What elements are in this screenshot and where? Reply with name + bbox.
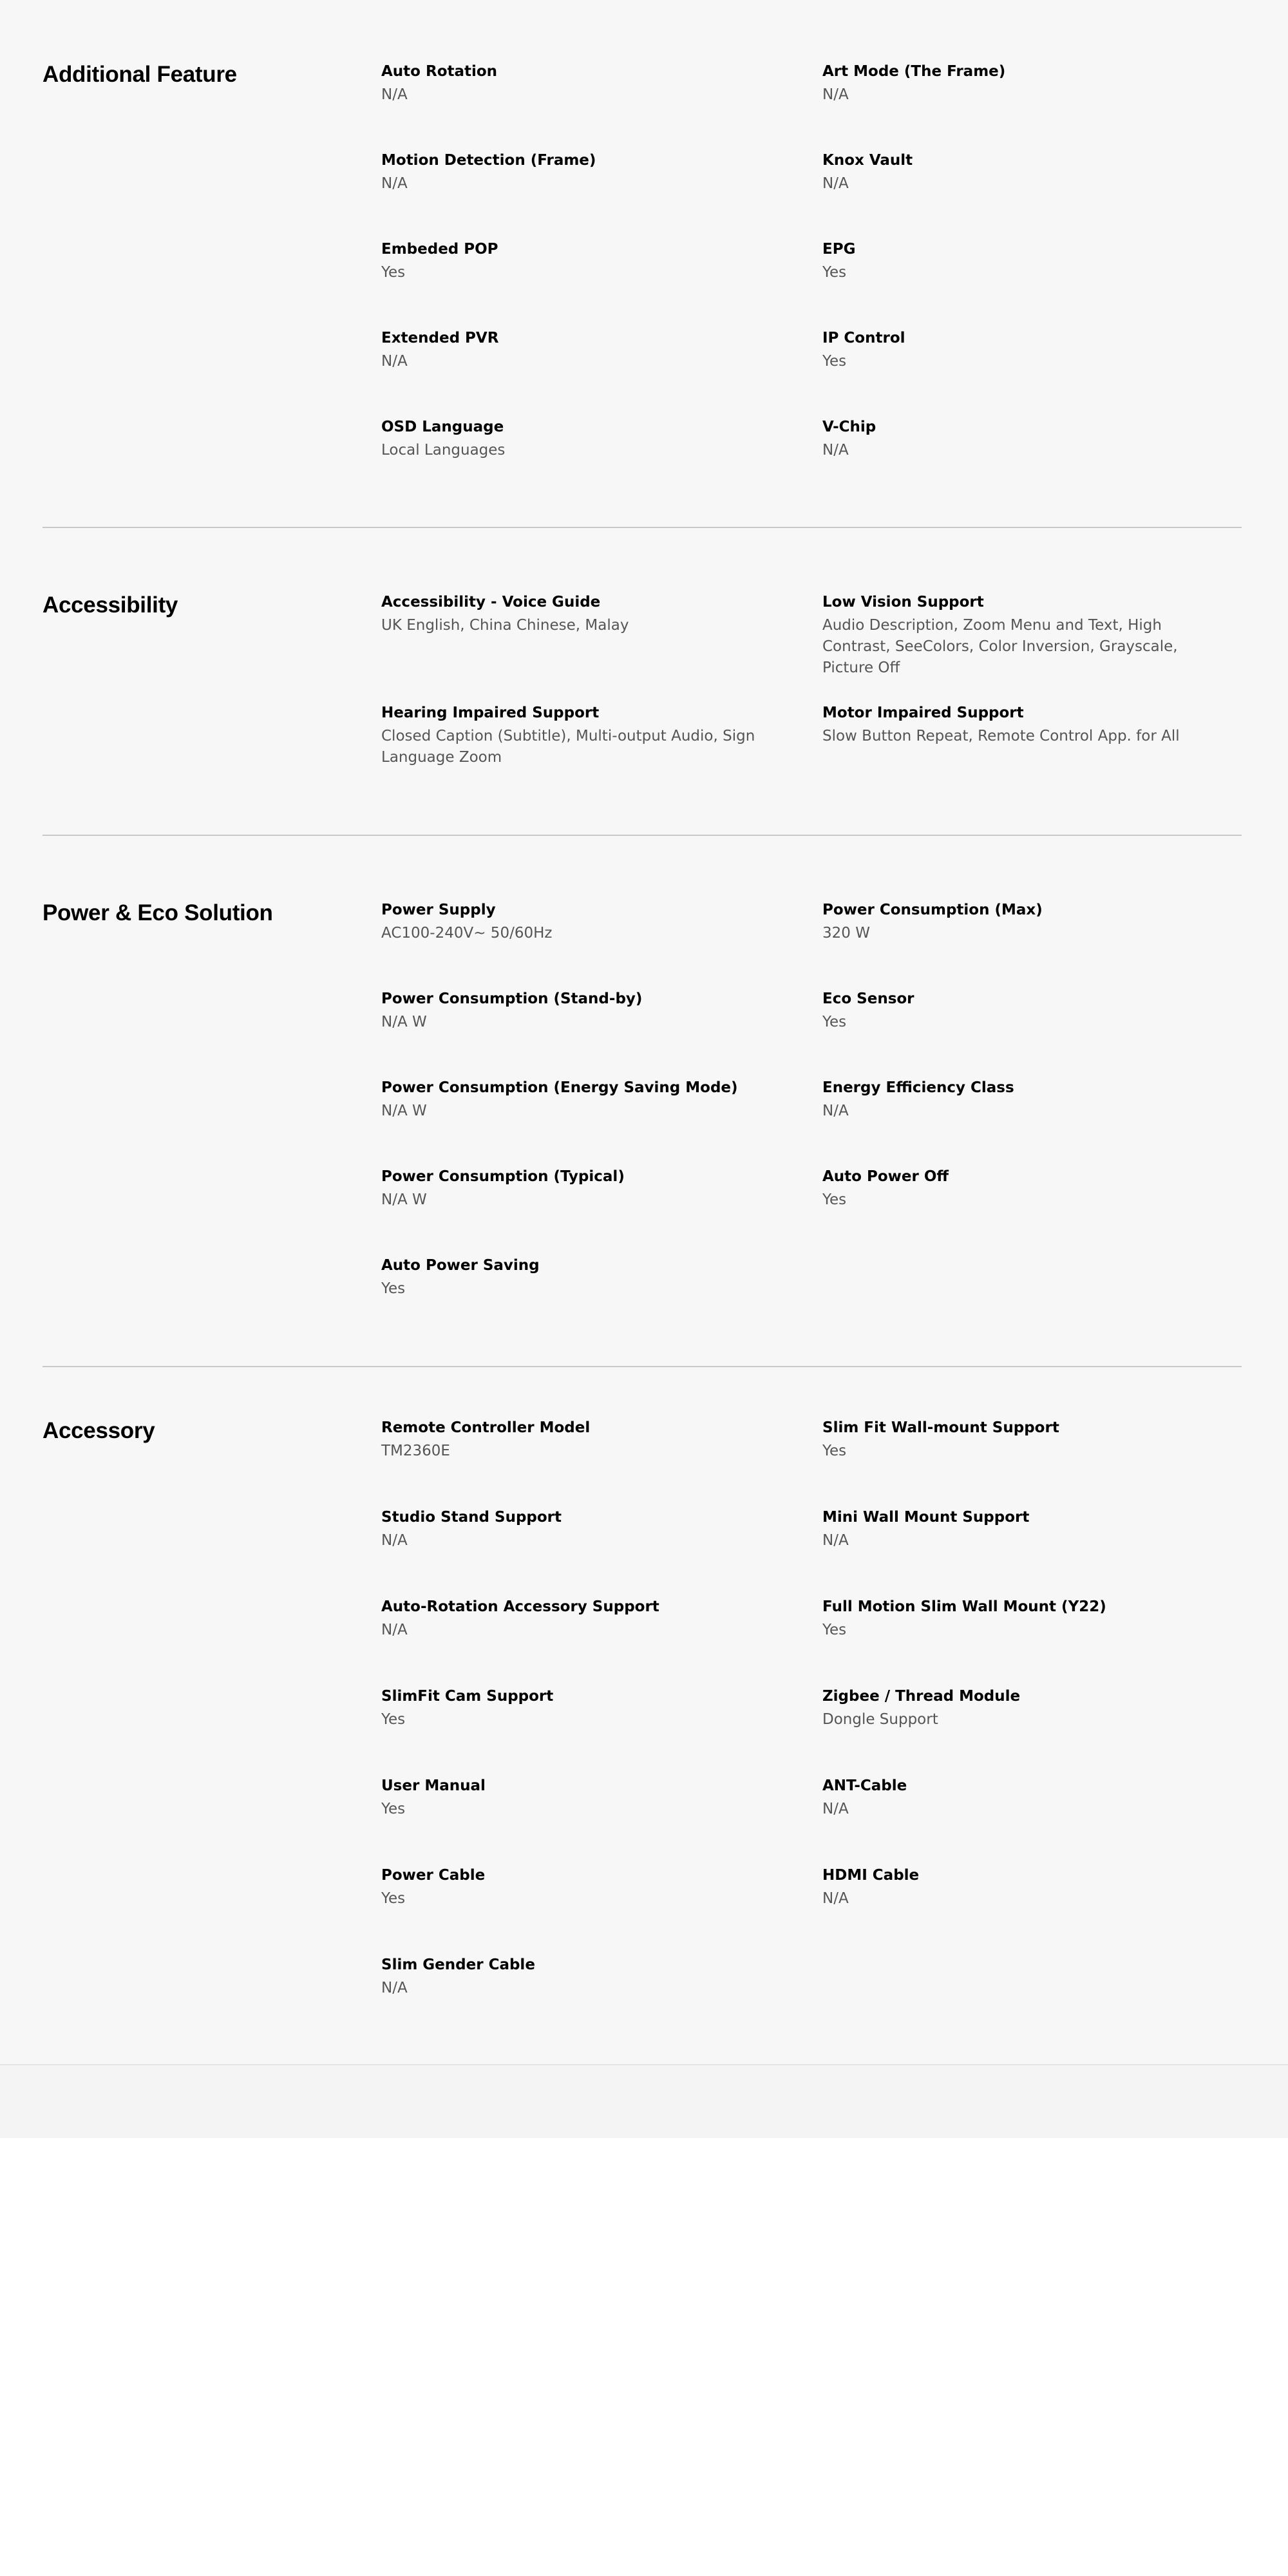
spec-label: OSD Language [381,419,504,435]
spec-label: Power Consumption (Max) [822,902,1043,918]
spec-value: Yes [822,1191,847,1208]
spec-value: Dongle Support [822,1711,938,1728]
spec-label: ANT-Cable [822,1777,907,1794]
spec-value: Yes [381,1280,406,1297]
spec-value: N/A [822,175,849,192]
spec-auto-rotation [381,62,774,106]
spec-value: N/A [822,1890,849,1907]
spec-power-consumption-max [822,900,1215,944]
spec-value: UK English, China Chinese, Malay [381,617,629,634]
spec-label: Eco Sensor [822,990,914,1007]
spec-user-manual [381,1776,774,1820]
spec-label: Power Consumption (Stand-by) [381,990,643,1007]
spec-label: Power Consumption (Typical) [381,1168,625,1185]
spec-label: Knox Vault [822,152,913,169]
spec-value: N/A [381,1532,408,1549]
spec-label: EPG [822,241,856,258]
spec-value: AC100-240V~ 50/60Hz [381,925,553,942]
spec-label: Extended PVR [381,330,499,346]
spec-energy-efficiency-class [822,1078,1215,1122]
section-divider [43,1366,1242,1367]
spec-v-chip [822,417,1215,461]
spec-voice-guide [381,592,774,636]
spec-value: Yes [381,1711,406,1728]
section-title: Accessory [43,1418,155,1443]
spec-label: User Manual [381,1777,486,1794]
spec-label: Slim Gender Cable [381,1956,535,1973]
spec-label: Power Supply [381,902,496,918]
section-divider [43,527,1242,528]
spec-label: Embeded POP [381,241,498,258]
spec-auto-rotation-accessory-support [381,1597,774,1641]
spec-value: N/A W [381,1014,427,1030]
spec-motor-impaired-support [822,703,1215,747]
spec-label: Auto Power Off [822,1168,949,1185]
spec-label: V-Chip [822,419,876,435]
spec-value: Yes [822,353,847,370]
footer-band [0,2064,1288,2138]
spec-hearing-impaired-support [381,703,774,768]
spec-full-motion-slim-wall-mount [822,1597,1215,1641]
spec-value: N/A [822,1532,849,1549]
spec-label: SlimFit Cam Support [381,1688,554,1705]
spec-value: Local Languages [381,442,506,459]
spec-label: Slim Fit Wall-mount Support [822,1419,1059,1436]
spec-value: N/A [822,86,849,103]
spec-value: N/A W [381,1103,427,1119]
spec-mini-wall-mount-support [822,1508,1215,1551]
spec-label: Power Cable [381,1867,486,1884]
spec-label: Motion Detection (Frame) [381,152,596,169]
spec-label: Zigbee / Thread Module [822,1688,1021,1705]
section-divider [43,835,1242,836]
spec-value: N/A W [381,1191,427,1208]
spec-hdmi-cable [822,1866,1215,1909]
spec-label: Art Mode (The Frame) [822,63,1006,80]
spec-value: N/A [381,1622,408,1638]
spec-value: Yes [381,1801,406,1817]
spec-label: Motor Impaired Support [822,705,1024,721]
spec-label: Low Vision Support [822,594,984,611]
spec-embeded-pop [381,240,774,283]
spec-label: Auto-Rotation Accessory Support [381,1598,659,1615]
spec-power-consumption-standby [381,989,774,1033]
spec-remote-controller-model [381,1418,774,1462]
spec-motion-detection [381,151,774,194]
spec-auto-power-saving [381,1256,774,1300]
section-title: Power & Eco Solution [43,900,273,925]
spec-value: N/A [822,1801,849,1817]
spec-power-consumption-energy-saving [381,1078,774,1122]
spec-label: Hearing Impaired Support [381,705,600,721]
spec-value: N/A [381,353,408,370]
spec-extended-pvr [381,328,774,372]
spec-value: Yes [822,264,847,281]
spec-value: N/A [381,175,408,192]
spec-slim-gender-cable [381,1955,774,1999]
spec-value: Yes [822,1443,847,1459]
spec-power-consumption-typical [381,1167,774,1211]
spec-value: Audio Description, Zoom Menu and Text, High Contrast, SeeColors, Color Inversion, Grayscale, Picture Off [822,617,1178,676]
spec-label: Mini Wall Mount Support [822,1509,1030,1526]
spec-slim-fit-wall-mount-support [822,1418,1215,1462]
spec-value: Yes [381,1890,406,1907]
spec-studio-stand-support [381,1508,774,1551]
spec-knox-vault [822,151,1215,194]
spec-value: N/A [381,86,408,103]
spec-osd-language [381,417,774,461]
spec-ip-control [822,328,1215,372]
section-title: Accessibility [43,592,178,618]
spec-zigbee-thread-module [822,1687,1215,1730]
spec-label: IP Control [822,330,905,346]
spec-label: Energy Efficiency Class [822,1079,1014,1096]
spec-epg [822,240,1215,283]
section-title: Additional Feature [43,62,237,87]
spec-value: N/A [822,1103,849,1119]
spec-label: Auto Power Saving [381,1257,540,1274]
spec-value: N/A [822,442,849,459]
spec-label: Auto Rotation [381,63,498,80]
spec-value: Slow Button Repeat, Remote Control App. for All [822,728,1180,744]
spec-label: Power Consumption (Energy Saving Mode) [381,1079,738,1096]
spec-value: Yes [822,1014,847,1030]
spec-label: Accessibility - Voice Guide [381,594,601,611]
spec-power-cable [381,1866,774,1909]
spec-value: Closed Caption (Subtitle), Multi-output Audio, Sign Language Zoom [381,728,755,766]
spec-value: Yes [381,264,406,281]
spec-low-vision-support [822,592,1215,679]
spec-auto-power-off [822,1167,1215,1211]
spec-label: Remote Controller Model [381,1419,591,1436]
spec-ant-cable [822,1776,1215,1820]
spec-power-supply [381,900,774,944]
spec-eco-sensor [822,989,1215,1033]
spec-value: N/A [381,1980,408,1996]
spec-value: TM2360E [381,1443,450,1459]
spec-label: Studio Stand Support [381,1509,562,1526]
spec-label: HDMI Cable [822,1867,920,1884]
spec-slimfit-cam-support [381,1687,774,1730]
spec-art-mode [822,62,1215,106]
spec-label: Full Motion Slim Wall Mount (Y22) [822,1598,1106,1615]
spec-value: 320 W [822,925,870,942]
spec-value: Yes [822,1622,847,1638]
